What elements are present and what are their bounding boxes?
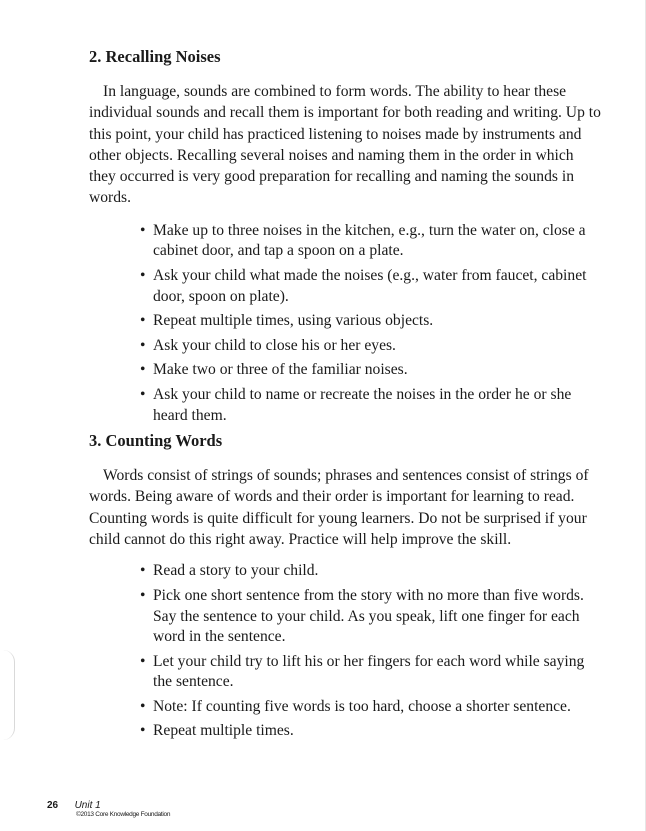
list-item: [141, 721, 601, 742]
section-paragraph-counting-words: Words consist of strings of sounds; phrases and sentences consist of strings of words. Being aware of words and their order is important for learning to read. Counting words is quite difficult for young learners. Do not be surprised if your child cannot do this right away. Practice will help improve the skill.: [89, 467, 589, 549]
page-number: 26: [47, 800, 59, 811]
bullet-icon: •: [140, 221, 146, 239]
list-item: [141, 652, 601, 693]
list-item: [141, 311, 601, 332]
list-item-text: Repeat multiple times, using various objects.: [153, 312, 434, 330]
list-item-text: Repeat multiple times.: [153, 722, 294, 740]
list-item: [141, 266, 601, 307]
list-item: [141, 385, 601, 426]
copyright-notice: ©2013 Core Knowledge Foundation: [76, 811, 171, 818]
section-heading-recalling-noises: 2. Recalling Noises: [89, 47, 221, 66]
main-content: [89, 46, 601, 746]
bullet-list-recalling-noises: [89, 221, 601, 426]
list-item: [141, 221, 601, 262]
list-item-text: Read a story to your child.: [153, 562, 319, 580]
list-item-text: Make two or three of the familiar noises.: [153, 361, 408, 379]
page-curl-edge: [0, 650, 15, 740]
list-item-text: Ask your child to name or recreate the noises in the order he or she heard them.: [153, 385, 572, 424]
list-item: [141, 697, 601, 718]
bullet-list-counting-words: [89, 561, 601, 742]
unit-label: Unit 1: [74, 800, 101, 811]
bullet-icon: •: [140, 562, 146, 580]
section-heading-counting-words: 3. Counting Words: [89, 431, 223, 451]
bullet-icon: •: [140, 385, 146, 403]
bullet-icon: •: [140, 722, 146, 740]
page-footer: [47, 795, 171, 818]
list-item-text: Ask your child what made the noises (e.g., water from faucet, cabinet door, spoon on plate).: [153, 266, 587, 305]
list-item: [141, 561, 601, 582]
list-item: [141, 360, 601, 381]
list-item-text: Make up to three noises in the kitchen, e.g., turn the water on, close a cabinet door, and tap a spoon on a plate.: [153, 221, 586, 260]
list-item: [141, 586, 601, 648]
bullet-icon: •: [140, 266, 146, 284]
bullet-icon: •: [140, 361, 146, 379]
list-item-text: Note: If counting five words is too hard, choose a shorter sentence.: [153, 697, 571, 715]
bullet-icon: •: [140, 586, 146, 604]
bullet-icon: •: [140, 697, 146, 715]
list-item-text: Let your child try to lift his or her fingers for each word while saying the sentence.: [153, 652, 585, 691]
section-paragraph-recalling-noises: In language, sounds are combined to form words. The ability to hear these individual sounds and recall them is important for both reading and writing. Up to this point, your child has practiced listening to noises made by instruments and other objects. Recalling several noises and naming them in the order in which they occurred is very good preparation for recalling and naming the sounds in words.: [89, 83, 601, 207]
list-item: [141, 336, 601, 357]
bullet-icon: •: [140, 652, 146, 670]
list-item-text: Pick one short sentence from the story with no more than five words. Say the sentence to your child. As you speak, lift one finger for each word in the sentence.: [153, 586, 584, 646]
list-item-text: Ask your child to close his or her eyes.: [153, 336, 396, 354]
bullet-icon: •: [140, 312, 146, 330]
bullet-icon: •: [140, 336, 146, 354]
